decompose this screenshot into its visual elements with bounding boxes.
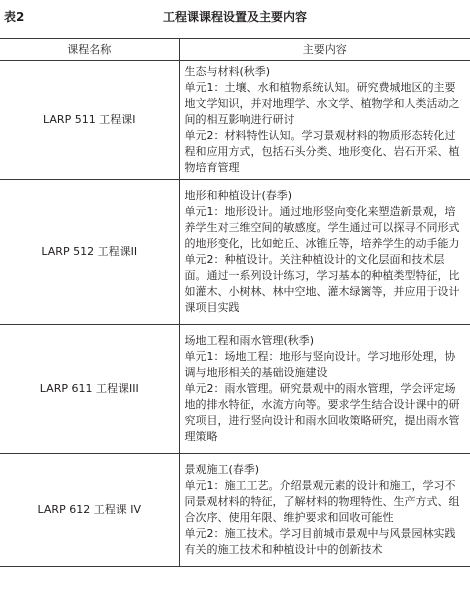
table-title: 工程课课程设置及主要内容	[162, 10, 307, 24]
table-row	[0, 180, 470, 325]
unit-description: 单元1：施工工艺。介绍景观元素的设计和施工，学习不同景观材料的特征，了解材料的物理特性、生产方式、组合次序、使用年限、维护要求和回收可能性	[184, 479, 460, 524]
unit-description: 单元2：材料特性认知。学习景观材料的物质形态转化过程和应用方式，包括石头分类、地形变化、岩石开采、植物培育管理	[184, 129, 460, 174]
course-topic-title: 生态与材料(秋季)	[184, 65, 271, 78]
unit-description: 单元2：雨水管理。研究景观中的雨水管理，学会评定场地的排水特征，水流方向等。要求学生结合设计课中的研究项目，进行竖向设计和雨水回收策略研究，提出雨水管理策略	[184, 382, 460, 443]
header-course-name: 课程名称	[0, 39, 179, 61]
content-cell	[179, 180, 470, 325]
unit-description: 单元1：场地工程：地形与竖向设计。学习地形处理，协调与地形相关的基础设施建设	[184, 350, 456, 379]
course-topic-title: 景观施工(春季)	[184, 463, 260, 476]
course-table	[0, 38, 470, 567]
table-number: 表2	[4, 10, 25, 24]
course-name-cell: LARP 612 工程课 IV	[0, 454, 179, 567]
content-cell	[179, 61, 470, 180]
content-cell	[179, 454, 470, 567]
table-caption	[0, 0, 470, 30]
table-header-row	[0, 39, 470, 61]
unit-description: 单元2：种植设计。关注种植设计的文化层面和技术层面。通过一系列设计练习，学习基本的种植类型特征，比如灌木、小树林、林中空地、灌木绿篱等，并应用于设计课项目实践	[184, 253, 460, 314]
unit-description: 单元1：土壤、水和植物系统认知。研究费城地区的主要地文学知识，并对地理学、水文学、植物学和人类活动之间的相互影响进行研讨	[184, 81, 460, 126]
course-name-cell: LARP 512 工程课II	[0, 180, 179, 325]
unit-description: 单元1：地形设计。通过地形竖向变化来塑造新景观，培养学生对三维空间的敏感度。学生通过可以探寻不同形式的地形变化，比如蛇丘、冰锥丘等，培养学生的动手能力	[184, 205, 460, 250]
header-main-content: 主要内容	[179, 39, 470, 61]
table-row	[0, 325, 470, 454]
unit-description: 单元2：施工技术。学习目前城市景观中与风景园林实践有关的施工技术和种植设计中的创新技术	[184, 527, 456, 556]
course-name-cell: LARP 611 工程课III	[0, 325, 179, 454]
table-row	[0, 61, 470, 180]
course-name-cell: LARP 511 工程课I	[0, 61, 179, 180]
course-topic-title: 地形和种植设计(春季)	[184, 189, 293, 202]
table-row	[0, 454, 470, 567]
course-topic-title: 场地工程和雨水管理(秋季)	[184, 334, 315, 347]
content-cell	[179, 325, 470, 454]
